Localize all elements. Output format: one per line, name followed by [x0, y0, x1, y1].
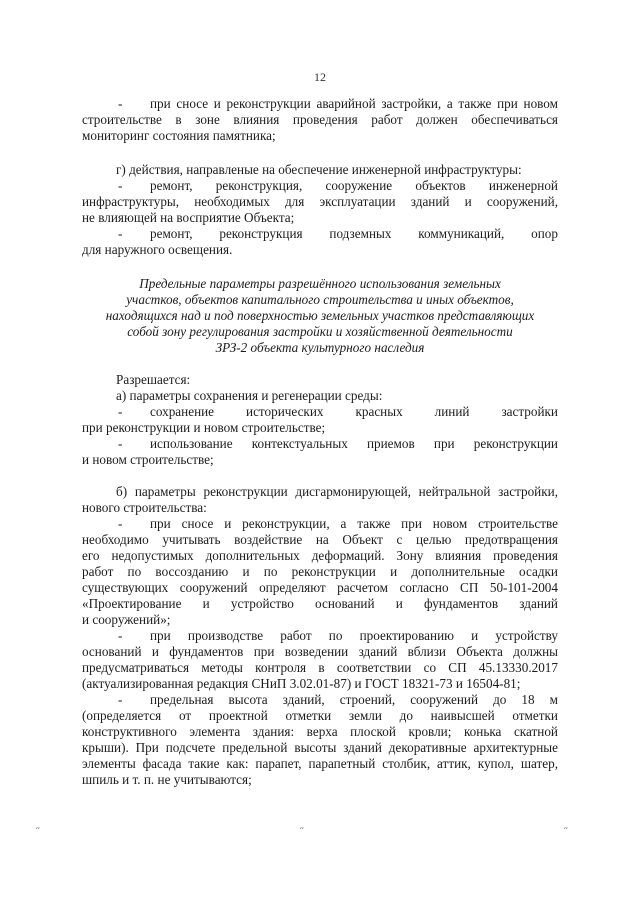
scan-speck: ˝ [36, 826, 40, 838]
section-heading-line: собой зону регулирования застройки и хозяйственной деятельности [127, 324, 513, 339]
text-line: строительстве в зоне влияния проведения работ должен обеспечиваться [82, 112, 558, 127]
list-dash: - [118, 628, 123, 643]
text-line: и новом строительстве; [82, 452, 214, 467]
text-line: не влияющей на восприятие Объекта; [82, 210, 295, 225]
text-line: при производстве работ по проектированию и устройству [150, 628, 558, 643]
list-dash: - [118, 96, 123, 111]
text-line: шпиль и т. п. не учитываются; [82, 772, 252, 787]
text-line: (определяется от проектной отметки земли до наивысшей отметки [82, 708, 558, 723]
text-line: сохранение исторических красных линий застройки [150, 404, 558, 419]
list-dash: - [118, 516, 123, 531]
text-line: и сооружений»; [82, 612, 171, 627]
page-number: 12 [314, 70, 326, 84]
text-line: предусматриваться методы контроля в соответствии со СП 45.13330.2017 [82, 660, 558, 675]
text-line: работ по воссозданию и по реконструкции и дополнительные осадки [82, 564, 558, 579]
text-line: инфраструктуры, необходимых для эксплуатации зданий и сооружений, [82, 194, 558, 209]
text-line: нового строительства: [82, 500, 207, 515]
text-line: ремонт, реконструкция, сооружение объектов инженерной [150, 178, 558, 193]
text-line: (актуализированная редакция СНиП 3.02.01-87) и ГОСТ 18321-73 и 16504-81; [82, 676, 521, 691]
text-line: г) действия, направленые на обеспечение инженерной инфраструктуры: [116, 162, 522, 177]
text-line: конструктивного элемента здания: верха плоской кровли; конька скатной [82, 724, 558, 739]
text-line: оснований и фундаментов при возведении зданий вблизи Объекта должны [82, 644, 558, 659]
text-line: существующих сооружений определяют расчетом согласно СП 50-101-2004 [82, 580, 558, 595]
scan-speck: ˝ [300, 826, 304, 838]
text-line: ремонт, реконструкция подземных коммуникаций, опор [150, 226, 558, 241]
text-line: элементы фасада такие как: парапет, парапетный столбик, аттик, купол, шатер, [82, 756, 558, 771]
text-line: его недопустимых дополнительных деформаций. Зону влияния проведения [82, 548, 558, 563]
text-line: использование контекстуальных приемов при реконструкции [150, 436, 558, 451]
text-line: при сносе и реконструкции аварийной застройки, а также при новом [150, 96, 558, 111]
list-dash: - [118, 226, 123, 241]
text-line: «Проектирование и устройство оснований и фундаментов зданий [82, 596, 558, 611]
text-line: мониторинг состояния памятника; [82, 128, 276, 143]
text-line: необходимо учитывать воздействие на Объект с целью предотвращения [82, 532, 558, 547]
text-line: предельная высота зданий, строений, сооружений до 18 м [150, 692, 558, 707]
text-line: при сносе и реконструкции, а также при новом строительстве [150, 516, 558, 531]
list-dash: - [118, 692, 123, 707]
text-line: для наружного освещения. [82, 242, 233, 257]
scan-speck: ˝ [564, 826, 568, 838]
section-heading-line: Предельные параметры разрешённого использования земельных [139, 276, 501, 291]
section-heading-line: ЗРЗ-2 объекта культурного наследия [215, 340, 425, 355]
list-dash: - [118, 436, 123, 451]
text-line: крыши). При подсчете предельной высоты зданий декоративные архитектурные [82, 740, 558, 755]
section-heading-line: находящихся над и под поверхностью земельных участков представляющих [105, 308, 535, 323]
text-line: а) параметры сохранения и регенерации среды: [116, 388, 383, 403]
text-line: б) параметры реконструкции дисгармонирующей, нейтральной застройки, [116, 484, 558, 499]
text-line: Разрешается: [116, 372, 191, 387]
list-dash: - [118, 178, 123, 193]
text-line: при реконструкции и новом строительстве; [82, 420, 326, 435]
list-dash: - [118, 404, 123, 419]
section-heading-line: участков, объектов капитального строительства и иных объектов, [126, 292, 514, 307]
